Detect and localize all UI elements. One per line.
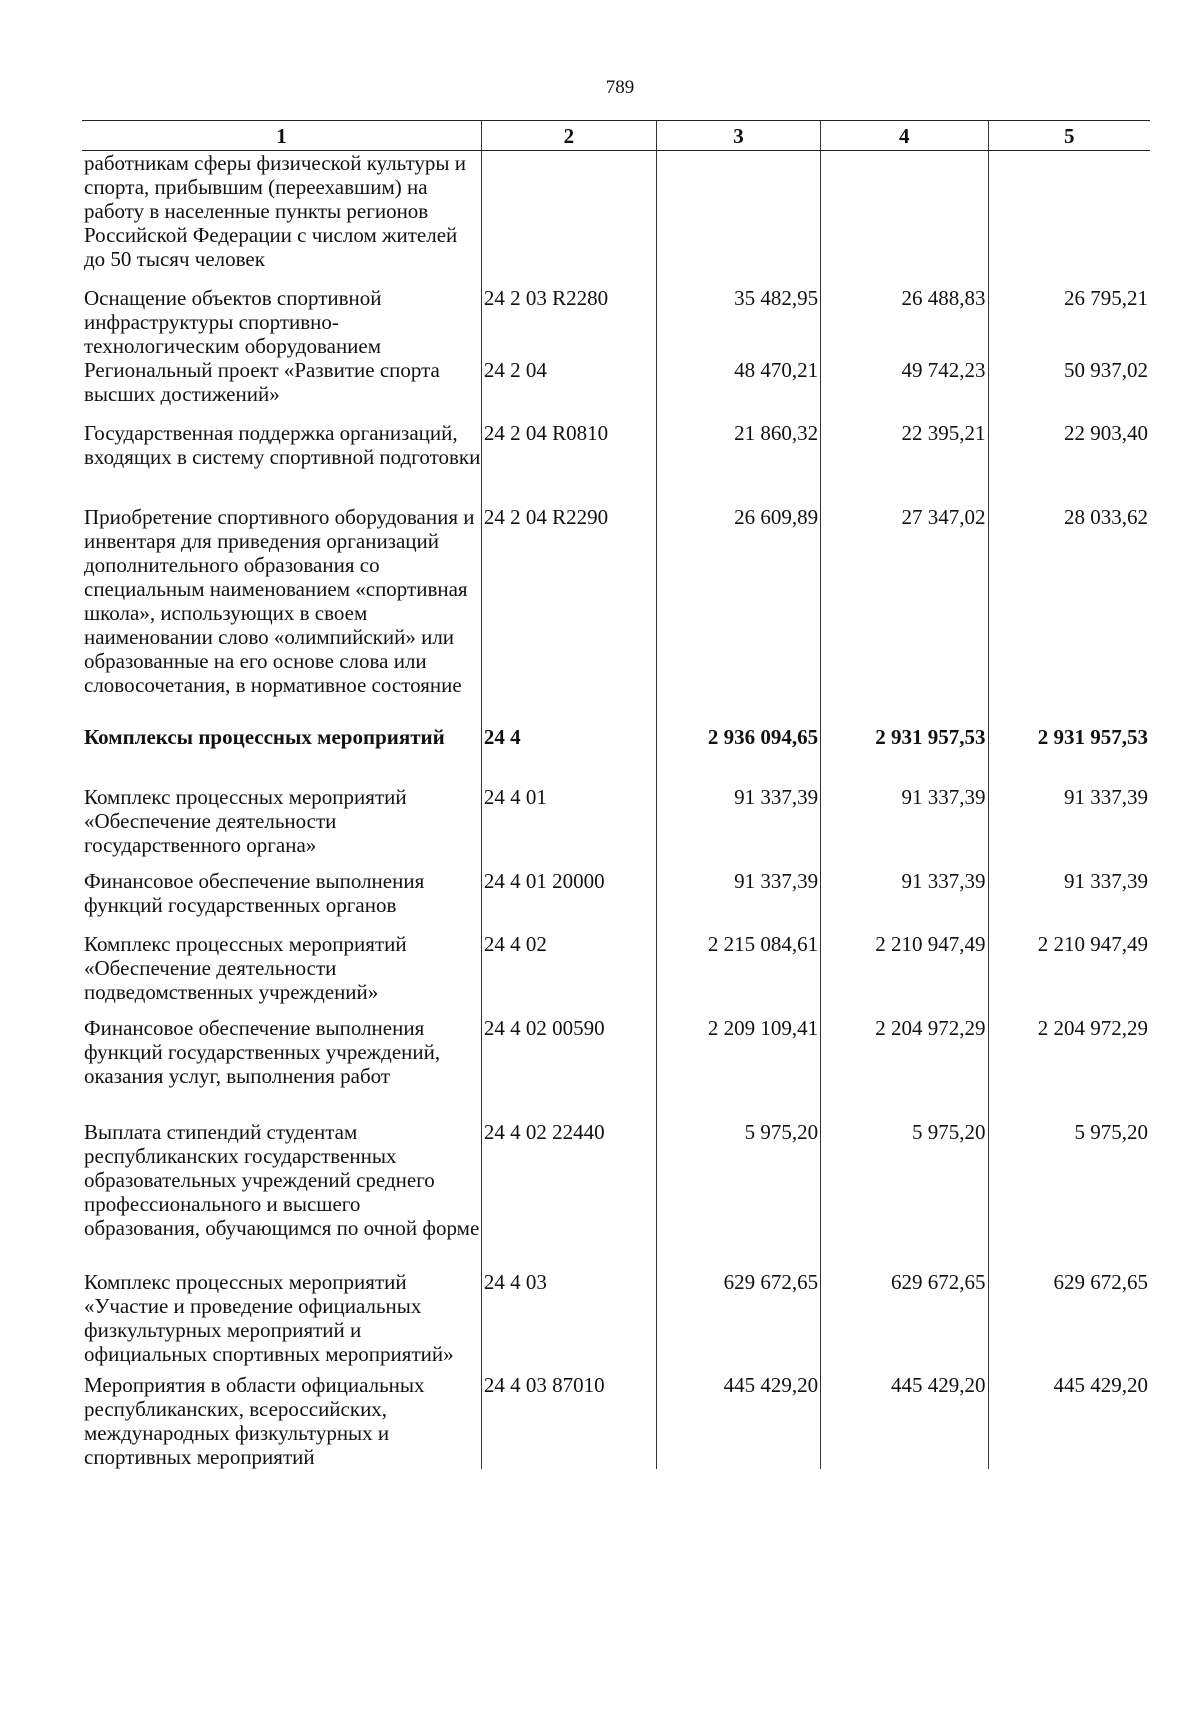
page-number: 789: [605, 77, 635, 98]
cell-code: [481, 869, 656, 932]
cell-name-text: Мероприятия в области официальных республиканских, всероссийских, международных физкультурных и спортивных мероприятий: [84, 1373, 425, 1469]
cell-code: [481, 505, 656, 725]
column-header-2: 2: [481, 121, 656, 151]
cell-value-3-text: 629 672,65: [723, 1270, 819, 1294]
cell-code: [481, 785, 656, 869]
cell-value-4: [821, 358, 988, 421]
cell-value-3-text: 21 860,32: [734, 421, 819, 445]
cell-value-5-text: 445 429,20: [1053, 1373, 1148, 1397]
cell-value-4-text: 27 347,02: [901, 505, 986, 529]
cell-code: [481, 151, 656, 287]
table-body: [82, 151, 1150, 1470]
cell-name-text: Региональный проект «Развитие спорта высших достижений»: [84, 358, 440, 406]
table-row: [82, 505, 1150, 725]
cell-value-5: [988, 505, 1150, 725]
cell-value-3: [656, 932, 820, 1016]
table-row: [82, 1120, 1150, 1270]
cell-value-3-text: 2 209 109,41: [707, 1016, 819, 1040]
cell-value-4-text: 2 210 947,49: [875, 932, 986, 956]
cell-value-4: [821, 286, 988, 358]
cell-value-5: [988, 151, 1150, 287]
cell-name: [82, 785, 481, 869]
cell-name: [82, 725, 481, 785]
cell-value-5: [988, 932, 1150, 1016]
cell-value-5: [988, 785, 1150, 869]
cell-code: [481, 1016, 656, 1120]
cell-name-text: Комплекс процессных мероприятий «Обеспечение деятельности подведомственных учреждений»: [84, 932, 407, 1004]
cell-code-text: 24 4: [483, 725, 521, 749]
cell-code-text: 24 2 04 R0810: [483, 421, 609, 445]
cell-code-text: 24 4 03 87010: [483, 1373, 605, 1397]
cell-value-5: [988, 869, 1150, 932]
cell-code: [481, 1373, 656, 1469]
cell-name: [82, 358, 481, 421]
cell-value-3: [656, 286, 820, 358]
cell-code-text: 24 2 03 R2280: [483, 286, 609, 310]
cell-value-4-text: 629 672,65: [891, 1270, 986, 1294]
cell-value-4: [821, 421, 988, 505]
cell-value-4: [821, 1120, 988, 1270]
table-row: [82, 1016, 1150, 1120]
cell-name-text: Оснащение объектов спортивной инфраструктуры спортивно-технологическим оборудованием: [84, 286, 382, 358]
cell-code-text: 24 4 02 00590: [483, 1016, 605, 1040]
cell-code: [481, 1120, 656, 1270]
cell-code: [481, 932, 656, 1016]
table-row: [82, 785, 1150, 869]
cell-name: [82, 1270, 481, 1373]
column-header-3: 3: [656, 121, 820, 151]
cell-value-3: [656, 1016, 820, 1120]
cell-value-5-text: 91 337,39: [1064, 869, 1148, 893]
cell-value-4-text: 49 742,23: [901, 358, 986, 382]
cell-value-3: [656, 358, 820, 421]
cell-code: [481, 286, 656, 358]
cell-code-text: 24 2 04: [483, 358, 547, 382]
cell-name: [82, 286, 481, 358]
cell-value-4: [821, 785, 988, 869]
cell-name-text: Комплексы процессных мероприятий: [84, 725, 445, 749]
cell-value-4: [821, 151, 988, 287]
cell-value-3-text: 26 609,89: [734, 505, 819, 529]
budget-table: [82, 120, 1150, 1469]
cell-value-5: [988, 421, 1150, 505]
cell-code-text: 24 4 03: [483, 1270, 547, 1294]
cell-name: [82, 151, 481, 287]
cell-name-text: работникам сферы физической культуры и спорта, прибывшим (переехавшим) на работу в населенные пункты регионов Российской Федерации с числом жителей до 50 тысяч человек: [84, 151, 466, 271]
cell-code-text: 24 4 02 22440: [483, 1120, 605, 1144]
cell-value-3: [656, 421, 820, 505]
cell-value-5: [988, 1120, 1150, 1270]
cell-code-text: 24 2 04 R2290: [483, 505, 609, 529]
table-row: [82, 932, 1150, 1016]
cell-value-5-text: 2 931 957,53: [1037, 725, 1148, 749]
cell-name: [82, 505, 481, 725]
cell-code-text: 24 4 01: [483, 785, 547, 809]
cell-value-5-text: 26 795,21: [1064, 286, 1148, 310]
cell-value-3-text: 91 337,39: [734, 785, 819, 809]
cell-value-4: [821, 869, 988, 932]
cell-code: [481, 1270, 656, 1373]
cell-value-4-text: 22 395,21: [901, 421, 986, 445]
cell-name: [82, 869, 481, 932]
cell-value-3: [656, 785, 820, 869]
cell-value-3: [656, 1270, 820, 1373]
cell-value-5-text: 91 337,39: [1064, 785, 1148, 809]
table-row: [82, 358, 1150, 421]
cell-value-4-text: 91 337,39: [901, 785, 986, 809]
cell-value-4: [821, 1016, 988, 1120]
cell-name-text: Выплата стипендий студентам республиканских государственных образовательных учреждений среднего профессионального и высшего образования, обучающимся по очной форме: [84, 1120, 480, 1240]
cell-value-5-text: 50 937,02: [1064, 358, 1148, 382]
column-header-4: 4: [821, 121, 988, 151]
table-row: [82, 725, 1150, 785]
cell-name: [82, 421, 481, 505]
cell-name: [82, 1016, 481, 1120]
cell-value-4-text: 2 204 972,29: [875, 1016, 986, 1040]
cell-code-text: 24 4 01 20000: [483, 869, 605, 893]
cell-name: [82, 1373, 481, 1469]
cell-name-text: Финансовое обеспечение выполнения функций государственных органов: [84, 869, 425, 917]
column-header-5: 5: [988, 121, 1150, 151]
cell-value-3-text: 445 429,20: [723, 1373, 819, 1397]
cell-name: [82, 1120, 481, 1270]
cell-value-5: [988, 1373, 1150, 1469]
cell-name-text: Государственная поддержка организаций, входящих в систему спортивной подготовки: [84, 421, 481, 469]
cell-value-5: [988, 358, 1150, 421]
cell-value-5: [988, 725, 1150, 785]
cell-value-4-text: 2 931 957,53: [875, 725, 986, 749]
table-row: [82, 869, 1150, 932]
cell-code: [481, 725, 656, 785]
cell-value-3: [656, 1373, 820, 1469]
cell-value-3-text: 91 337,39: [734, 869, 819, 893]
table-row: [82, 421, 1150, 505]
cell-value-4: [821, 1373, 988, 1469]
cell-name-text: Финансовое обеспечение выполнения функций государственных учреждений, оказания услуг, выполнения работ: [84, 1016, 441, 1088]
cell-value-3: [656, 725, 820, 785]
cell-value-5-text: 2 210 947,49: [1037, 932, 1148, 956]
cell-value-4-text: 91 337,39: [901, 869, 986, 893]
table-row: [82, 1270, 1150, 1373]
cell-value-4: [821, 725, 988, 785]
cell-name: [82, 932, 481, 1016]
cell-value-3: [656, 1120, 820, 1270]
table-row: [82, 286, 1150, 358]
table-row: [82, 1373, 1150, 1469]
cell-value-5-text: 629 672,65: [1053, 1270, 1148, 1294]
cell-code-text: 24 4 02: [483, 932, 547, 956]
cell-value-5: [988, 286, 1150, 358]
cell-value-5-text: 5 975,20: [1074, 1120, 1148, 1144]
cell-value-5-text: 22 903,40: [1064, 421, 1148, 445]
cell-value-3-text: 48 470,21: [734, 358, 819, 382]
cell-value-5-text: 28 033,62: [1064, 505, 1148, 529]
cell-value-3-text: 2 936 094,65: [707, 725, 819, 749]
cell-value-5: [988, 1016, 1150, 1120]
cell-value-3: [656, 151, 820, 287]
cell-value-4: [821, 1270, 988, 1373]
cell-value-4: [821, 932, 988, 1016]
cell-code: [481, 358, 656, 421]
cell-value-4-text: 26 488,83: [901, 286, 986, 310]
column-header-1: 1: [82, 121, 481, 151]
cell-value-3-text: 2 215 084,61: [707, 932, 819, 956]
cell-code: [481, 421, 656, 505]
cell-value-3: [656, 505, 820, 725]
cell-value-4-text: 445 429,20: [891, 1373, 986, 1397]
cell-value-4: [821, 505, 988, 725]
cell-value-3: [656, 869, 820, 932]
cell-value-4-text: 5 975,20: [912, 1120, 986, 1144]
cell-value-5-text: 2 204 972,29: [1037, 1016, 1148, 1040]
cell-name-text: Комплекс процессных мероприятий «Обеспечение деятельности государственного органа»: [84, 785, 407, 857]
table-row: [82, 151, 1150, 287]
cell-name-text: Комплекс процессных мероприятий «Участие и проведение официальных физкультурных мероприятий и официальных спортивных мероприятий»: [84, 1270, 454, 1366]
cell-value-3-text: 35 482,95: [734, 286, 819, 310]
cell-name-text: Приобретение спортивного оборудования и инвентаря для приведения организаций дополнительного образования со специальным наименованием «спортивная школа», использующих в своем наименовании слово «олимпийский» или образованные на его основе слова или словосочетания, в нормативное состояние: [84, 505, 475, 697]
table-header-row: [82, 121, 1150, 151]
cell-value-3-text: 5 975,20: [744, 1120, 819, 1144]
cell-value-5: [988, 1270, 1150, 1373]
